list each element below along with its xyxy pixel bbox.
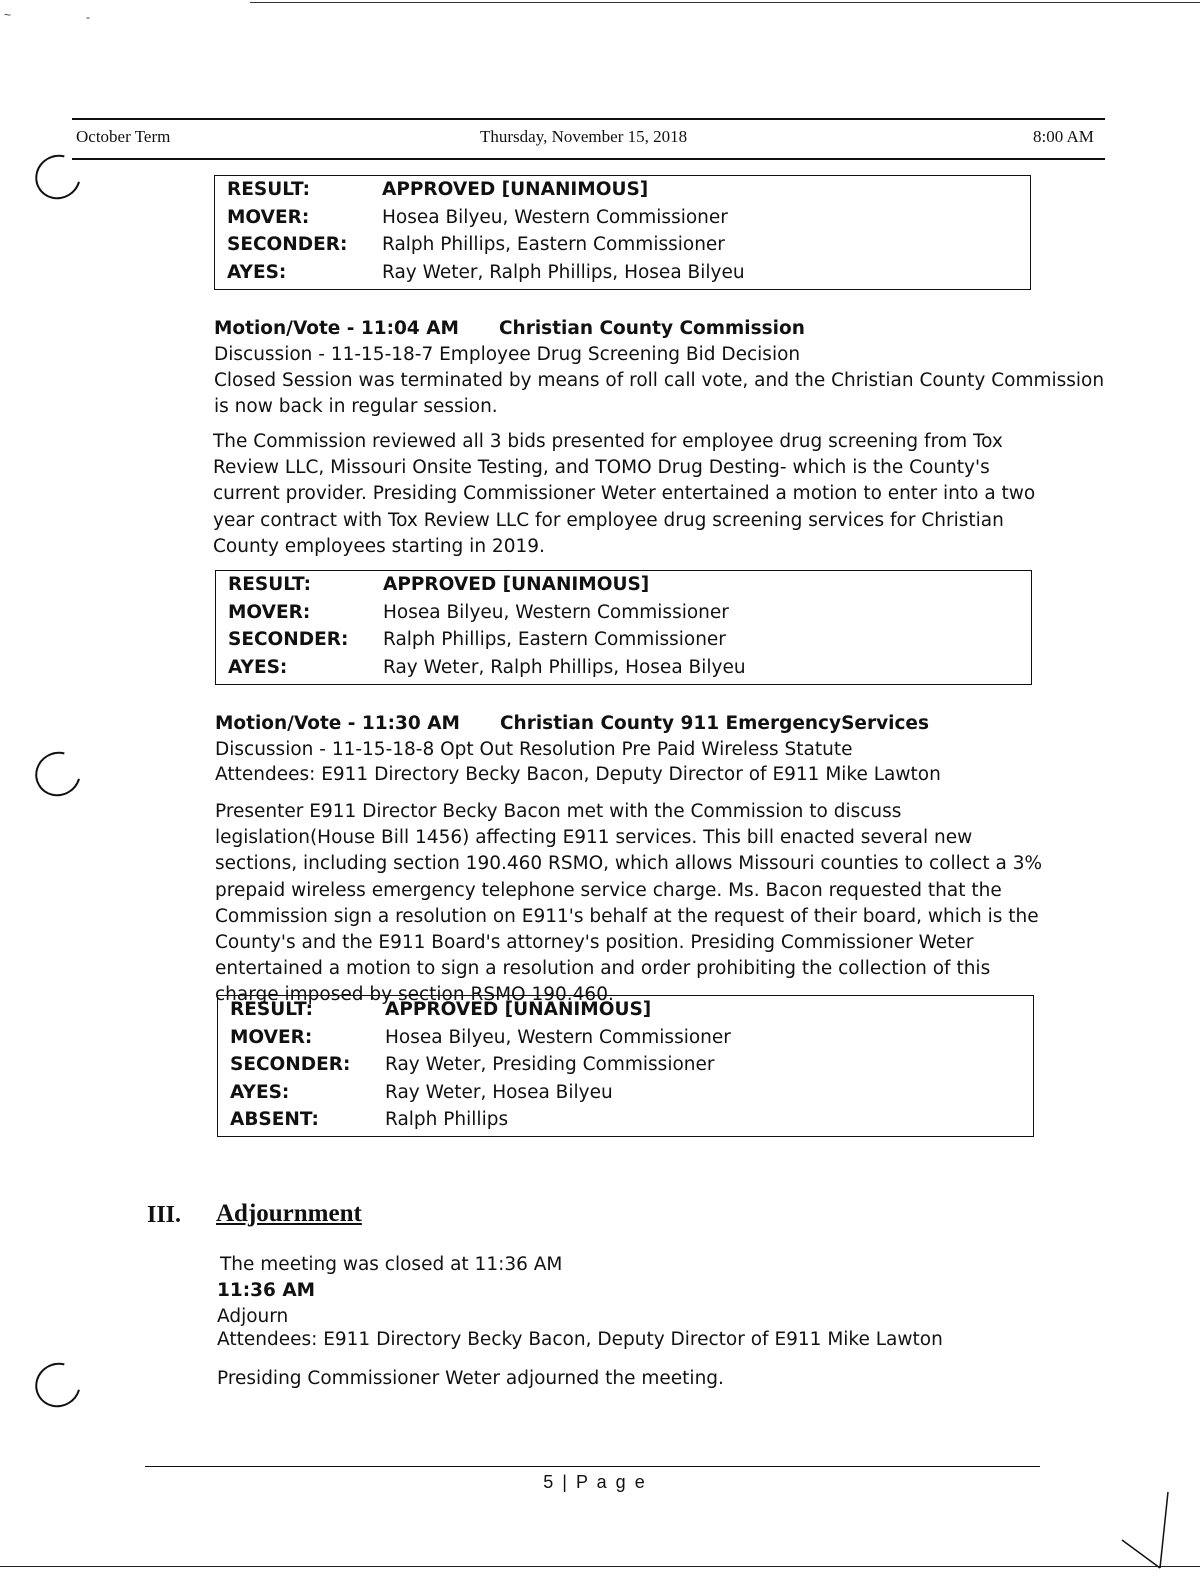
vote-value: Ralph Phillips, Eastern Commissioner bbox=[382, 234, 725, 256]
vote-row-seconder bbox=[218, 1051, 1033, 1079]
vote-value: Hosea Bilyeu, Western Commissioner bbox=[382, 206, 728, 228]
vote-key: SECONDER: bbox=[227, 234, 348, 256]
vote-key: AYES: bbox=[230, 1081, 290, 1103]
motion-paragraph: Presenter E911 Director Becky Bacon met with the Commission to discuss legislation(House Bill 1456) affecting E911 services. This bill enacted several new sections, including section 190.460 RSMO, which allows Missouri counties to collect a 3% prepaid wireless emergency telephone service charge. Ms. Bacon requested that the Commission sign a resolution on E911's behalf at the request of their board, which is the County's and the E911 Board's attorney's position. Presiding Commissioner Weter entertained a motion to sign a resolution and order prohibiting the collection of this charge imposed by section RSMO 190.460. bbox=[215, 801, 1043, 1006]
vote-value: APPROVED [UNANIMOUS] bbox=[382, 179, 649, 201]
motion-body-name: Christian County Commission bbox=[498, 318, 805, 339]
vote-row-absent bbox=[218, 1106, 1033, 1134]
vote-key: MOVER: bbox=[227, 206, 310, 228]
header-rule-top bbox=[72, 118, 1105, 120]
vote-row-ayes bbox=[216, 654, 1031, 682]
vote-value: Ray Weter, Presiding Commissioner bbox=[385, 1054, 715, 1076]
header-rule-bottom bbox=[72, 158, 1105, 160]
page-number: 5 | P a g e bbox=[543, 1472, 647, 1492]
motion-discussion: Discussion - 11-15-18-7 Employee Drug Screening Bid Decision bbox=[214, 344, 801, 365]
motion-text-line: Closed Session was terminated by means of roll call vote, and the Christian County Commission bbox=[214, 370, 1105, 391]
section-number: III. bbox=[147, 1202, 182, 1228]
motion-text-line: is now back in regular session. bbox=[214, 396, 498, 417]
vote-row-seconder bbox=[215, 231, 1030, 259]
adjourn-attendees: Attendees: E911 Directory Becky Bacon, Deputy Director of E911 Mike Lawton bbox=[217, 1329, 943, 1350]
vote-key: SECONDER: bbox=[230, 1054, 351, 1076]
adjourn-item: Adjourn bbox=[217, 1306, 289, 1327]
motion-body-name: Christian County 911 EmergencyServices bbox=[499, 713, 929, 734]
vote-value: APPROVED [UNANIMOUS] bbox=[383, 574, 650, 596]
motion-attendees: Attendees: E911 Directory Becky Bacon, Deputy Director of E911 Mike Lawton bbox=[215, 764, 941, 785]
motion-title bbox=[215, 713, 929, 734]
header-term: October Term bbox=[76, 127, 171, 146]
vote-key: MOVER: bbox=[230, 1026, 313, 1048]
punch-hole-icon bbox=[27, 743, 89, 804]
vote-value: Ray Weter, Ralph Phillips, Hosea Bilyeu bbox=[383, 656, 746, 678]
vote-key: RESULT: bbox=[227, 179, 310, 201]
vote-row-mover bbox=[218, 1024, 1033, 1052]
vote-key: RESULT: bbox=[228, 574, 311, 596]
punch-hole-icon bbox=[27, 146, 89, 207]
vote-row-result bbox=[215, 176, 1030, 204]
scan-top-edge bbox=[250, 2, 1200, 3]
section-title: Adjournment bbox=[216, 1200, 362, 1227]
vote-row-ayes bbox=[218, 1079, 1033, 1107]
vote-key: MOVER: bbox=[228, 601, 311, 623]
vote-key: AYES: bbox=[227, 261, 287, 283]
vote-row-mover bbox=[215, 204, 1030, 232]
vote-value: APPROVED [UNANIMOUS] bbox=[385, 999, 652, 1021]
adjourn-closed-text: The meeting was closed at 11:36 AM bbox=[220, 1254, 563, 1275]
vote-row-seconder bbox=[216, 626, 1031, 654]
vote-value: Ray Weter, Hosea Bilyeu bbox=[385, 1081, 613, 1103]
vote-key: ABSENT: bbox=[230, 1109, 319, 1131]
vote-row-result bbox=[216, 571, 1031, 599]
vote-value: Ralph Phillips bbox=[385, 1109, 509, 1131]
punch-hole-icon bbox=[27, 1354, 89, 1415]
vote-box-1 bbox=[214, 175, 1031, 290]
vote-key: RESULT: bbox=[230, 999, 313, 1021]
motion-label: Motion/Vote - 11:30 AM bbox=[215, 713, 460, 734]
vote-value: Hosea Bilyeu, Western Commissioner bbox=[385, 1026, 731, 1048]
vote-value: Ray Weter, Ralph Phillips, Hosea Bilyeu bbox=[382, 261, 745, 283]
scan-mark: ~ bbox=[4, 8, 12, 22]
motion-label: Motion/Vote - 11:04 AM bbox=[214, 318, 459, 339]
vote-key: SECONDER: bbox=[228, 629, 349, 651]
corner-mark-icon bbox=[1120, 1490, 1180, 1570]
motion-title bbox=[214, 318, 805, 339]
vote-box-3 bbox=[217, 995, 1034, 1137]
vote-value: Hosea Bilyeu, Western Commissioner bbox=[383, 601, 729, 623]
vote-row-mover bbox=[216, 599, 1031, 627]
vote-value: Ralph Phillips, Eastern Commissioner bbox=[383, 629, 726, 651]
motion-paragraph: The Commission reviewed all 3 bids presented for employee drug screening from Tox Review LLC, Missouri Onsite Testing, and TOMO Drug Desting- which is the County's current provider. Presiding Commissioner Weter entertained a motion to enter into a two year contract with Tox Review LLC for employee drug screening services for Christian County employees starting in 2019. bbox=[213, 431, 1036, 557]
scan-mark: - bbox=[86, 10, 90, 24]
header-time: 8:00 AM bbox=[1033, 127, 1094, 146]
vote-row-ayes bbox=[215, 259, 1030, 287]
vote-row-result bbox=[218, 996, 1033, 1024]
adjourn-final: Presiding Commissioner Weter adjourned the meeting. bbox=[217, 1368, 724, 1389]
header-date: Thursday, November 15, 2018 bbox=[480, 127, 688, 146]
scan-bottom-edge bbox=[0, 1566, 1200, 1567]
vote-key: AYES: bbox=[228, 656, 288, 678]
vote-box-2 bbox=[215, 570, 1032, 685]
motion-discussion: Discussion - 11-15-18-8 Opt Out Resolution Pre Paid Wireless Statute bbox=[215, 739, 853, 760]
adjourn-time: 11:36 AM bbox=[217, 1280, 316, 1301]
footer-rule bbox=[145, 1466, 1040, 1467]
